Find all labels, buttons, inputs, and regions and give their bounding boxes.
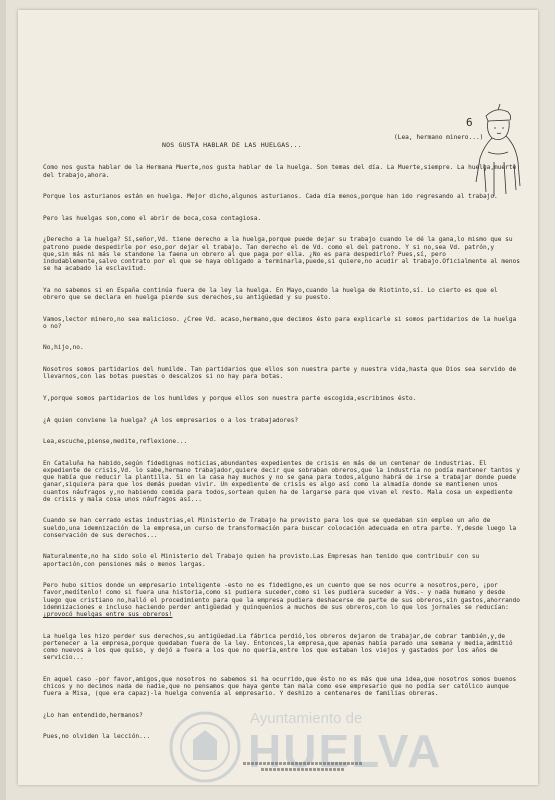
document-page — [18, 10, 538, 785]
archive-stamp — [243, 762, 363, 774]
paragraph: Porque los asturianos están en huelga. Mejor dicho,algunos asturianos. Cada día menos,porque han ido regresando al trabajo. — [43, 193, 498, 201]
article-body — [43, 150, 524, 755]
paragraph: Pero las huelgas son,como el abrir de boca,cosa contagiosa. — [43, 214, 262, 222]
watermark-title: HUELVA — [248, 725, 443, 777]
page-number: 6 — [466, 116, 473, 129]
paragraph: ¿A quien conviene la huelga? ¿A los empresarios o a los trabajadores? — [43, 416, 299, 424]
paragraph: La huelga les hizo perder sus derechos,su antigüedad.La fábrica perdió,los obreros dejaron de trabajar,de cobrar también,y,de pertenecer a la empresa,porque quedaban fuera de la ley. Entonces,la empresa,que apenas había parado una semana y media,admitió como nuevos a los que quiso, y dejó a fuera a los que no quería,entre los que estaban los viejos y gastados por los años de servicio... — [43, 632, 517, 662]
paragraph: Nosotros somos partidarios del humilde. Tan partidarios que ellos son nuestra parte y nuestra vida,hasta que Dios sea servido de llevarnos,con las botas puestas o descalzos si no hay para botas. — [43, 366, 520, 381]
watermark-subtitle: Ayuntamiento de — [250, 710, 363, 727]
page-title: NOS GUSTA HABLAR DE LAS HUELGAS... — [162, 141, 302, 149]
paragraph — [43, 582, 524, 618]
paragraph: Vamos,lector minero,no sea malicioso. ¿Cree Vd. acaso,hermano,que decimos ésto para explicarle si somos partidarios de la huelga o no? — [43, 315, 520, 330]
paragraph: Naturalmente,no ha sido solo el Ministerio del Trabajo quien ha provisto.Las Empresas han tenido que contribuir con su aportación,con pensiones más o menos largas. — [43, 553, 483, 568]
underlined-phrase: ¡provocó huelgas entre sus obreros! — [43, 611, 173, 618]
paragraph: No,hijo,no. — [43, 344, 84, 352]
scan-edge — [0, 0, 6, 800]
paragraph: Ya no sabemos si en España continúa fuera de la ley la huelga. En Mayo,cuando la huelga de Riotinto,sí. Lo cierto es que el obrero que se declara en huelga pierde sus derechos,su antigüedad y su puesto. — [43, 286, 502, 302]
paragraph: En aquel caso -por favor,amigos,que nosotros no sabemos si ha ocurrido,que ésto no es más que una idea,que nosotros somos buenos chicos y no decimos nada de nadie,que no pensamos que haya gente tan mala como ese empresario que no podía ser católico aunque fuera a Misa, (que era capaz)-la huelga convenía al empresario. Y deshizo a centenares de familias obreras. — [43, 675, 520, 698]
stamp-line — [261, 768, 345, 771]
paragraph-text: Pero hubo sitios donde un empresario inteligente -esto no es fidedigno,es un cuento que se nos ocurre a nosotros,pero, ¡por favor,medítenlo! como si fuera una historia,como si pudiera suceder,como si les pudiera suceder a Vds.- y nada humano y desde luego que cristiano no,halló el procedimiento para que la empresa pudiera deshacerse de parte de sus obreros,sin gastos,ahorrando idemnizaciones e incluso haciendo perder antigüedad y quinquenios a muchos de sus obreros,con lo que los jornales se reducían: — [43, 582, 524, 611]
paragraph: Y,porque somos partidarios de los humildes y porque ellos son nuestra parte escogida,escribimos ésto. — [43, 394, 417, 402]
paragraph: Como nos gusta hablar de la Hermana Muerte,nos gusta hablar de la huelga. Son temas del día. La Muerte,siempre. La huelga,muerte del trabajo,ahora. — [43, 164, 520, 179]
paragraph: Cuando se han cerrado estas industrias,el Ministerio de Trabajo ha previsto para los que se quedaban sin empleo un año de sueldo,una idemnización de la empresa,un curso de transformación para buscar colocación adecuada en otra parte. Y,desde luego la conservación de sus derechos... — [43, 517, 520, 539]
paragraph: Lea,escuche,piense,medite,reflexione... — [43, 438, 188, 446]
paragraph: ¿Lo han entendido,hermanos? — [43, 711, 143, 719]
page-subtitle: (Lea, hermano minero...) — [394, 134, 484, 141]
paragraph: ¿Derecho a la huelga? Sí,señor,Vd. tiene derecho a la huelga,porque puede dejar su trabajo cuando le dé la gana,lo mismo que su patrono puede despedirle por eso,por dejar el trabajo. Tan derecho el de Vd. como el del patrono. Y si no,sea Vd. patrón,y que,sin más ni más le standone la faena un obrero al que paga por ella. ¿No es para despedirlo? Pues,sí, pero indudablemente,salvo contrato por el que se haya obligado a terminarla,puede,si quiere,no acudir al trabajo.Oficialmente al menos se ha acabado la esclavitud. — [43, 236, 524, 273]
paragraph: Pues,no olviden la lección... — [43, 733, 151, 741]
paragraph: En Cataluña ha habido,según fidedignas noticias,abundantes expedientes de crisis en más de un centenar de industrias. El expediente de crisis,Vd. lo sabe,hermano trabajador,quiere decir que sobraban obreros,que la industria no podía mantener tantos y que había que reducir la plantilla. Si en la casa hay muchos y no se gana para todos,alguno habrá de irse a trabajar donde puede ganar,siquiera para que los demás puedan vivir. Un expediente de crisis es algo así como la almadía donde se mantienen unos cuantos náufragos y,no habiendo comida para todos,sortean quien ha de largarse para que vivan el resto. Mala cosa un expediente de crisis y mala cosa unos náufragos así... — [43, 459, 524, 503]
stamp-line — [243, 762, 363, 765]
